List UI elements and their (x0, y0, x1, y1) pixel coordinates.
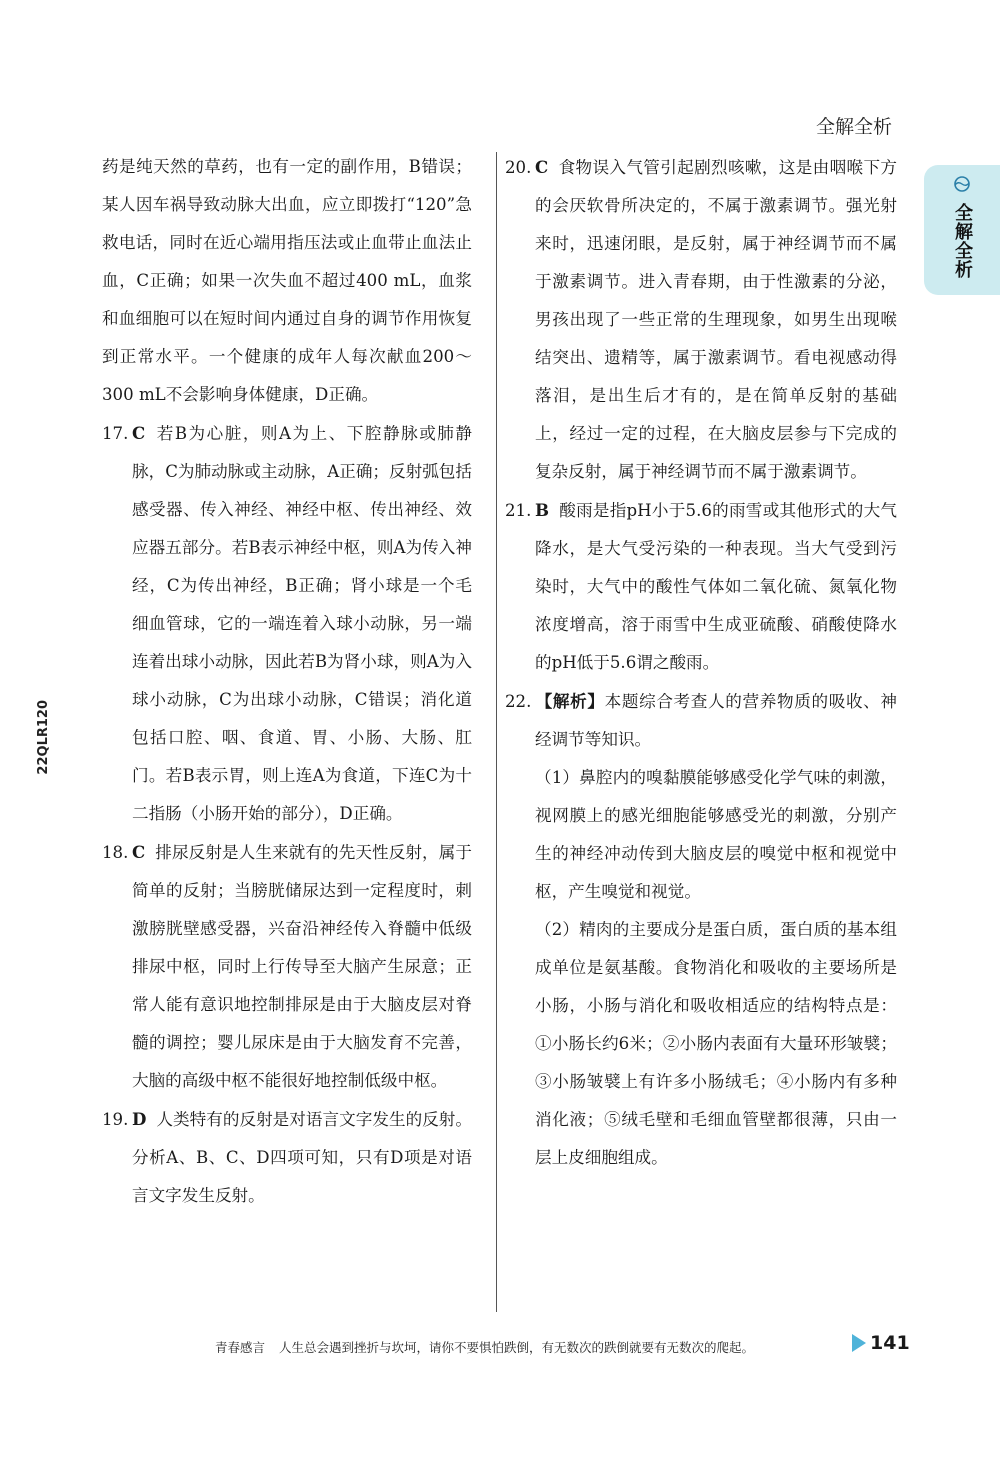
item-number: 19. (102, 1110, 129, 1129)
answer-item-19 (102, 1100, 472, 1215)
arrow-right-icon (852, 1334, 866, 1352)
answer-item-21 (505, 491, 897, 682)
item-answer: C (132, 423, 146, 443)
item-answer: D (132, 1109, 147, 1129)
item-text: 酸雨是指pH小于5.6的雨雪或其他形式的大气降水，是大气受污染的一种表现。当大气受到污染时，大气中的酸性气体如二氧化硫、氮氧化物浓度增高，溶于雨雪中生成亚硫酸、硝酸使降水的pH低于5.6谓之酸雨。 (535, 501, 897, 672)
item-number: 21. (505, 501, 532, 520)
item-number: 18. (102, 843, 129, 862)
side-tab-label: 全解全析 (952, 203, 973, 279)
sub-paragraph-2: （2）精肉的主要成分是蛋白质，蛋白质的基本组成单位是氨基酸。食物消化和吸收的主要场所是小肠，小肠与消化和吸收相适应的结构特点是：①小肠长约6米；②小肠内表面有大量环形皱襞；③小肠皱襞上有许多小肠绒毛；④小肠内有多种消化液；⑤绒毛壁和毛细血管壁都很薄，只由一层上皮细胞组成。 (535, 920, 897, 1167)
answer-item-22 (505, 682, 897, 759)
right-column (505, 148, 897, 1177)
item-answer: 【解析】 (535, 691, 605, 711)
item-answer: C (535, 157, 549, 177)
continuation-paragraph: 药是纯天然的草药，也有一定的副作用，B错误；某人因车祸导致动脉大出血，应立即拨打“120”急救电话，同时在近心端用指压法或止血带止血法止血，C正确；如果一次失血不超过400 mL，血浆和血细胞可以在短时间内通过自身的调节作用恢复到正常水平。一个健康的成年人每次献血200～300 mL不会影响身体健康，D正确。 (102, 157, 472, 404)
footer-tag: 青春感言 (215, 1340, 266, 1355)
item-number: 17. (102, 424, 129, 443)
sub-paragraph-1: （1）鼻腔内的嗅黏膜能够感受化学气味的刺激，视网膜上的感光细胞能够感受光的刺激，分别产生的神经冲动传到大脑皮层的嗅觉中枢和视觉中枢，产生嗅觉和视觉。 (535, 768, 897, 901)
footer-quote: 人生总会遇到挫折与坎坷，请你不要惧怕跌倒，有无数次的跌倒就要有无数次的爬起。 (279, 1340, 755, 1355)
left-column (102, 148, 472, 1215)
item-text: 若B为心脏，则A为上、下腔静脉或肺静脉，C为肺动脉或主动脉，A正确；反射弧包括感受器、传入神经、神经中枢、传出神经、效应器五部分。若B表示神经中枢，则A为传入神经，C为传出神经，B正确；肾小球是一个毛细血管球，它的一端连着入球小动脉，另一端连着出球小动脉，因此若B为肾小球，则A为入球小动脉，C为出球小动脉，C错误；消化道包括口腔、咽、食道、胃、小肠、大肠、肛门。若B表示胃，则上连A为食道，下连C为十二指肠（小肠开始的部分），D正确。 (132, 424, 472, 823)
item-answer: B (535, 500, 550, 520)
side-tab (924, 165, 1000, 295)
answer-item-18 (102, 833, 472, 1100)
answer-item-17 (102, 414, 472, 833)
item-text: 本题综合考查人的营养物质的吸收、神经调节等知识。 (535, 692, 898, 749)
column-divider (496, 152, 497, 1312)
wave-icon (949, 175, 975, 193)
answer-item-20 (505, 148, 897, 491)
header-label: 全解全析 (815, 116, 892, 138)
item-text: 排尿反射是人生来就有的先天性反射，属于简单的反射；当膀胱储尿达到一定程度时，刺激膀胱壁感受器，兴奋沿神经传入脊髓中低级排尿中枢，同时上行传导至大脑产生尿意；正常人能有意识地控制排尿是由于大脑皮层对脊髓的调控；婴儿尿床是由于大脑发育不完善，大脑的高级中枢不能很好地控制低级中枢。 (132, 843, 472, 1090)
footer (215, 1338, 754, 1356)
item-number: 20. (505, 158, 532, 177)
item-text: 人类特有的反射是对语言文字发生的反射。分析A、B、C、D四项可知，只有D项是对语言文字发生反射。 (132, 1110, 472, 1205)
book-code: 22QLR120 (36, 700, 51, 775)
page-number-text: 141 (870, 1332, 910, 1354)
item-answer: C (132, 842, 146, 862)
item-text: 食物误入气管引起剧烈咳嗽，这是由咽喉下方的会厌软骨所决定的，不属于激素调节。强光射来时，迅速闭眼，是反射，属于神经调节而不属于激素调节。进入青春期，由于性激素的分泌，男孩出现了一些正常的生理现象，如男生出现喉结突出、遗精等，属于激素调节。看电视感动得落泪，是出生后才有的，是在简单反射的基础上，经过一定的过程，在大脑皮层参与下完成的复杂反射，属于神经调节而不属于激素调节。 (535, 158, 897, 481)
page-number (852, 1332, 910, 1354)
item-number: 22. (505, 692, 532, 711)
